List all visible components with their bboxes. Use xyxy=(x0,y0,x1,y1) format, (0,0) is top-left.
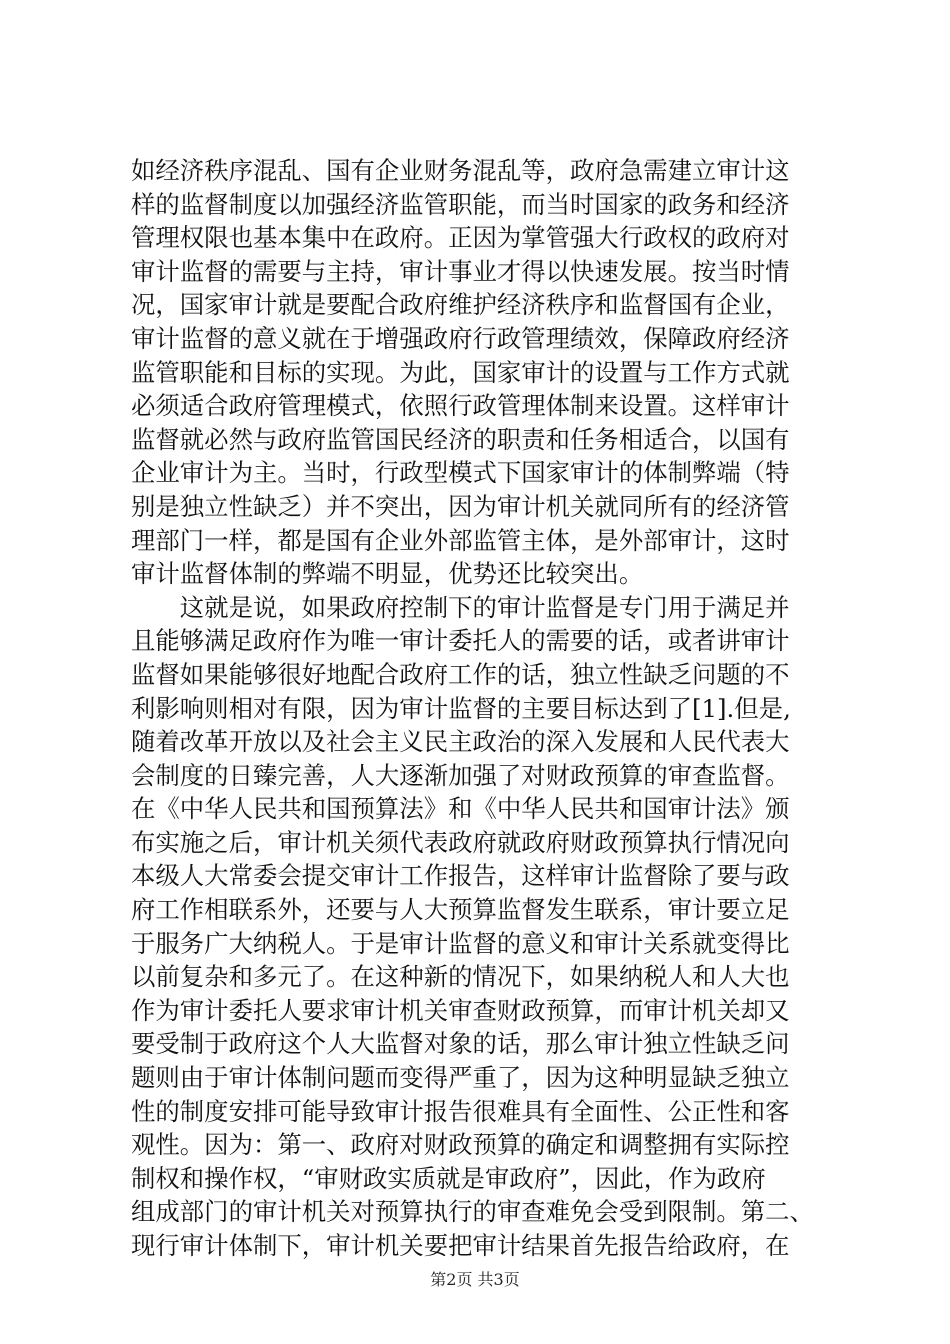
text-line: 企业审计为主。当时，行政型模式下国家审计的体制弊端（特 xyxy=(131,458,790,488)
text-line: 如经济秩序混乱、国有企业财务混乱等，政府急需建立审计这 xyxy=(131,156,790,185)
text-line: 制权和操作权，“审财政实质就是审政府”，因此，作为政府 xyxy=(131,1163,766,1193)
text-line: 且能够满足政府作为唯一审计委托人的需要的话，或者讲审计 xyxy=(131,626,790,656)
text-line: 府工作相联系外，还要与人大预算监督发生联系，审计要立足 xyxy=(131,895,790,925)
text-line: 观性。因为：第一、政府对财政预算的确定和调整拥有实际控 xyxy=(131,1130,790,1160)
text-line: 利影响则相对有限，因为审计监督的主要目标达到了[1].但是, xyxy=(131,693,791,723)
text-line: 必须适合政府管理模式，依照行政管理体制来设置。这样审计 xyxy=(131,391,790,421)
text-line: 在《中华人民共和国预算法》和《中华人民共和国审计法》颁 xyxy=(131,794,790,824)
text-line: 作为审计委托人要求审计机关审查财政预算，而审计机关却又 xyxy=(131,995,790,1025)
text-line: 样的监督制度以加强经济监管职能，而当时国家的政务和经济 xyxy=(131,189,790,219)
text-line: 理部门一样，都是国有企业外部监管主体，是外部审计，这时 xyxy=(131,525,790,555)
page-number: 第2页 共3页 xyxy=(430,1270,520,1289)
text-line: 况，国家审计就是要配合政府维护经济秩序和监督国有企业， xyxy=(131,290,790,320)
text-line: 监管职能和目标的实现。为此，国家审计的设置与工作方式就 xyxy=(131,357,790,387)
text-line: 性的制度安排可能导致审计报告很难具有全面性、公正性和客 xyxy=(131,1096,790,1126)
text-line: 这就是说，如果政府控制下的审计监督是专门用于满足并 xyxy=(131,592,790,622)
text-line: 题则由于审计体制问题而变得严重了，因为这种明显缺乏独立 xyxy=(131,1063,790,1093)
text-line: 审计监督的需要与主持，审计事业才得以快速发展。按当时情 xyxy=(131,256,790,286)
text-line: 管理权限也基本集中在政府。正因为掌管强大行政权的政府对 xyxy=(131,223,790,253)
text-line: 随着改革开放以及社会主义民主政治的深入发展和人民代表大 xyxy=(131,727,790,757)
text-line: 审计监督体制的弊端不明显，优势还比较突出。 xyxy=(131,559,644,589)
text-line: 别是独立性缺乏）并不突出，因为审计机关就同所有的经济管 xyxy=(131,491,790,521)
text-line: 现行审计体制下，审计机关要把审计结果首先报告给政府，在 xyxy=(131,1231,790,1260)
text-line: 监督就必然与政府监管国民经济的职责和任务相适合，以国有 xyxy=(131,424,790,454)
text-line: 审计监督的意义就在于增强政府行政管理绩效，保障政府经济 xyxy=(131,323,790,353)
text-line: 要受制于政府这个人大监督对象的话，那么审计独立性缺乏问 xyxy=(131,1029,790,1059)
text-line: 组成部门的审计机关对预算执行的审查难免会受到限制。第二、 xyxy=(131,1197,814,1227)
text-line: 监督如果能够很好地配合政府工作的话，独立性缺乏问题的不 xyxy=(131,659,790,689)
page-footer xyxy=(0,1270,950,1290)
text-line: 以前复杂和多元了。在这种新的情况下，如果纳税人和人大也 xyxy=(131,962,790,992)
text-line: 本级人大常委会提交审计工作报告，这样审计监督除了要与政 xyxy=(131,861,790,891)
text-line: 于服务广大纳税人。于是审计监督的意义和审计关系就变得比 xyxy=(131,928,790,958)
text-line: 会制度的日臻完善，人大逐渐加强了对财政预算的审查监督。 xyxy=(131,760,790,790)
body-text xyxy=(131,154,831,1263)
text-line: 布实施之后，审计机关须代表政府就政府财政预算执行情况向 xyxy=(131,827,790,857)
